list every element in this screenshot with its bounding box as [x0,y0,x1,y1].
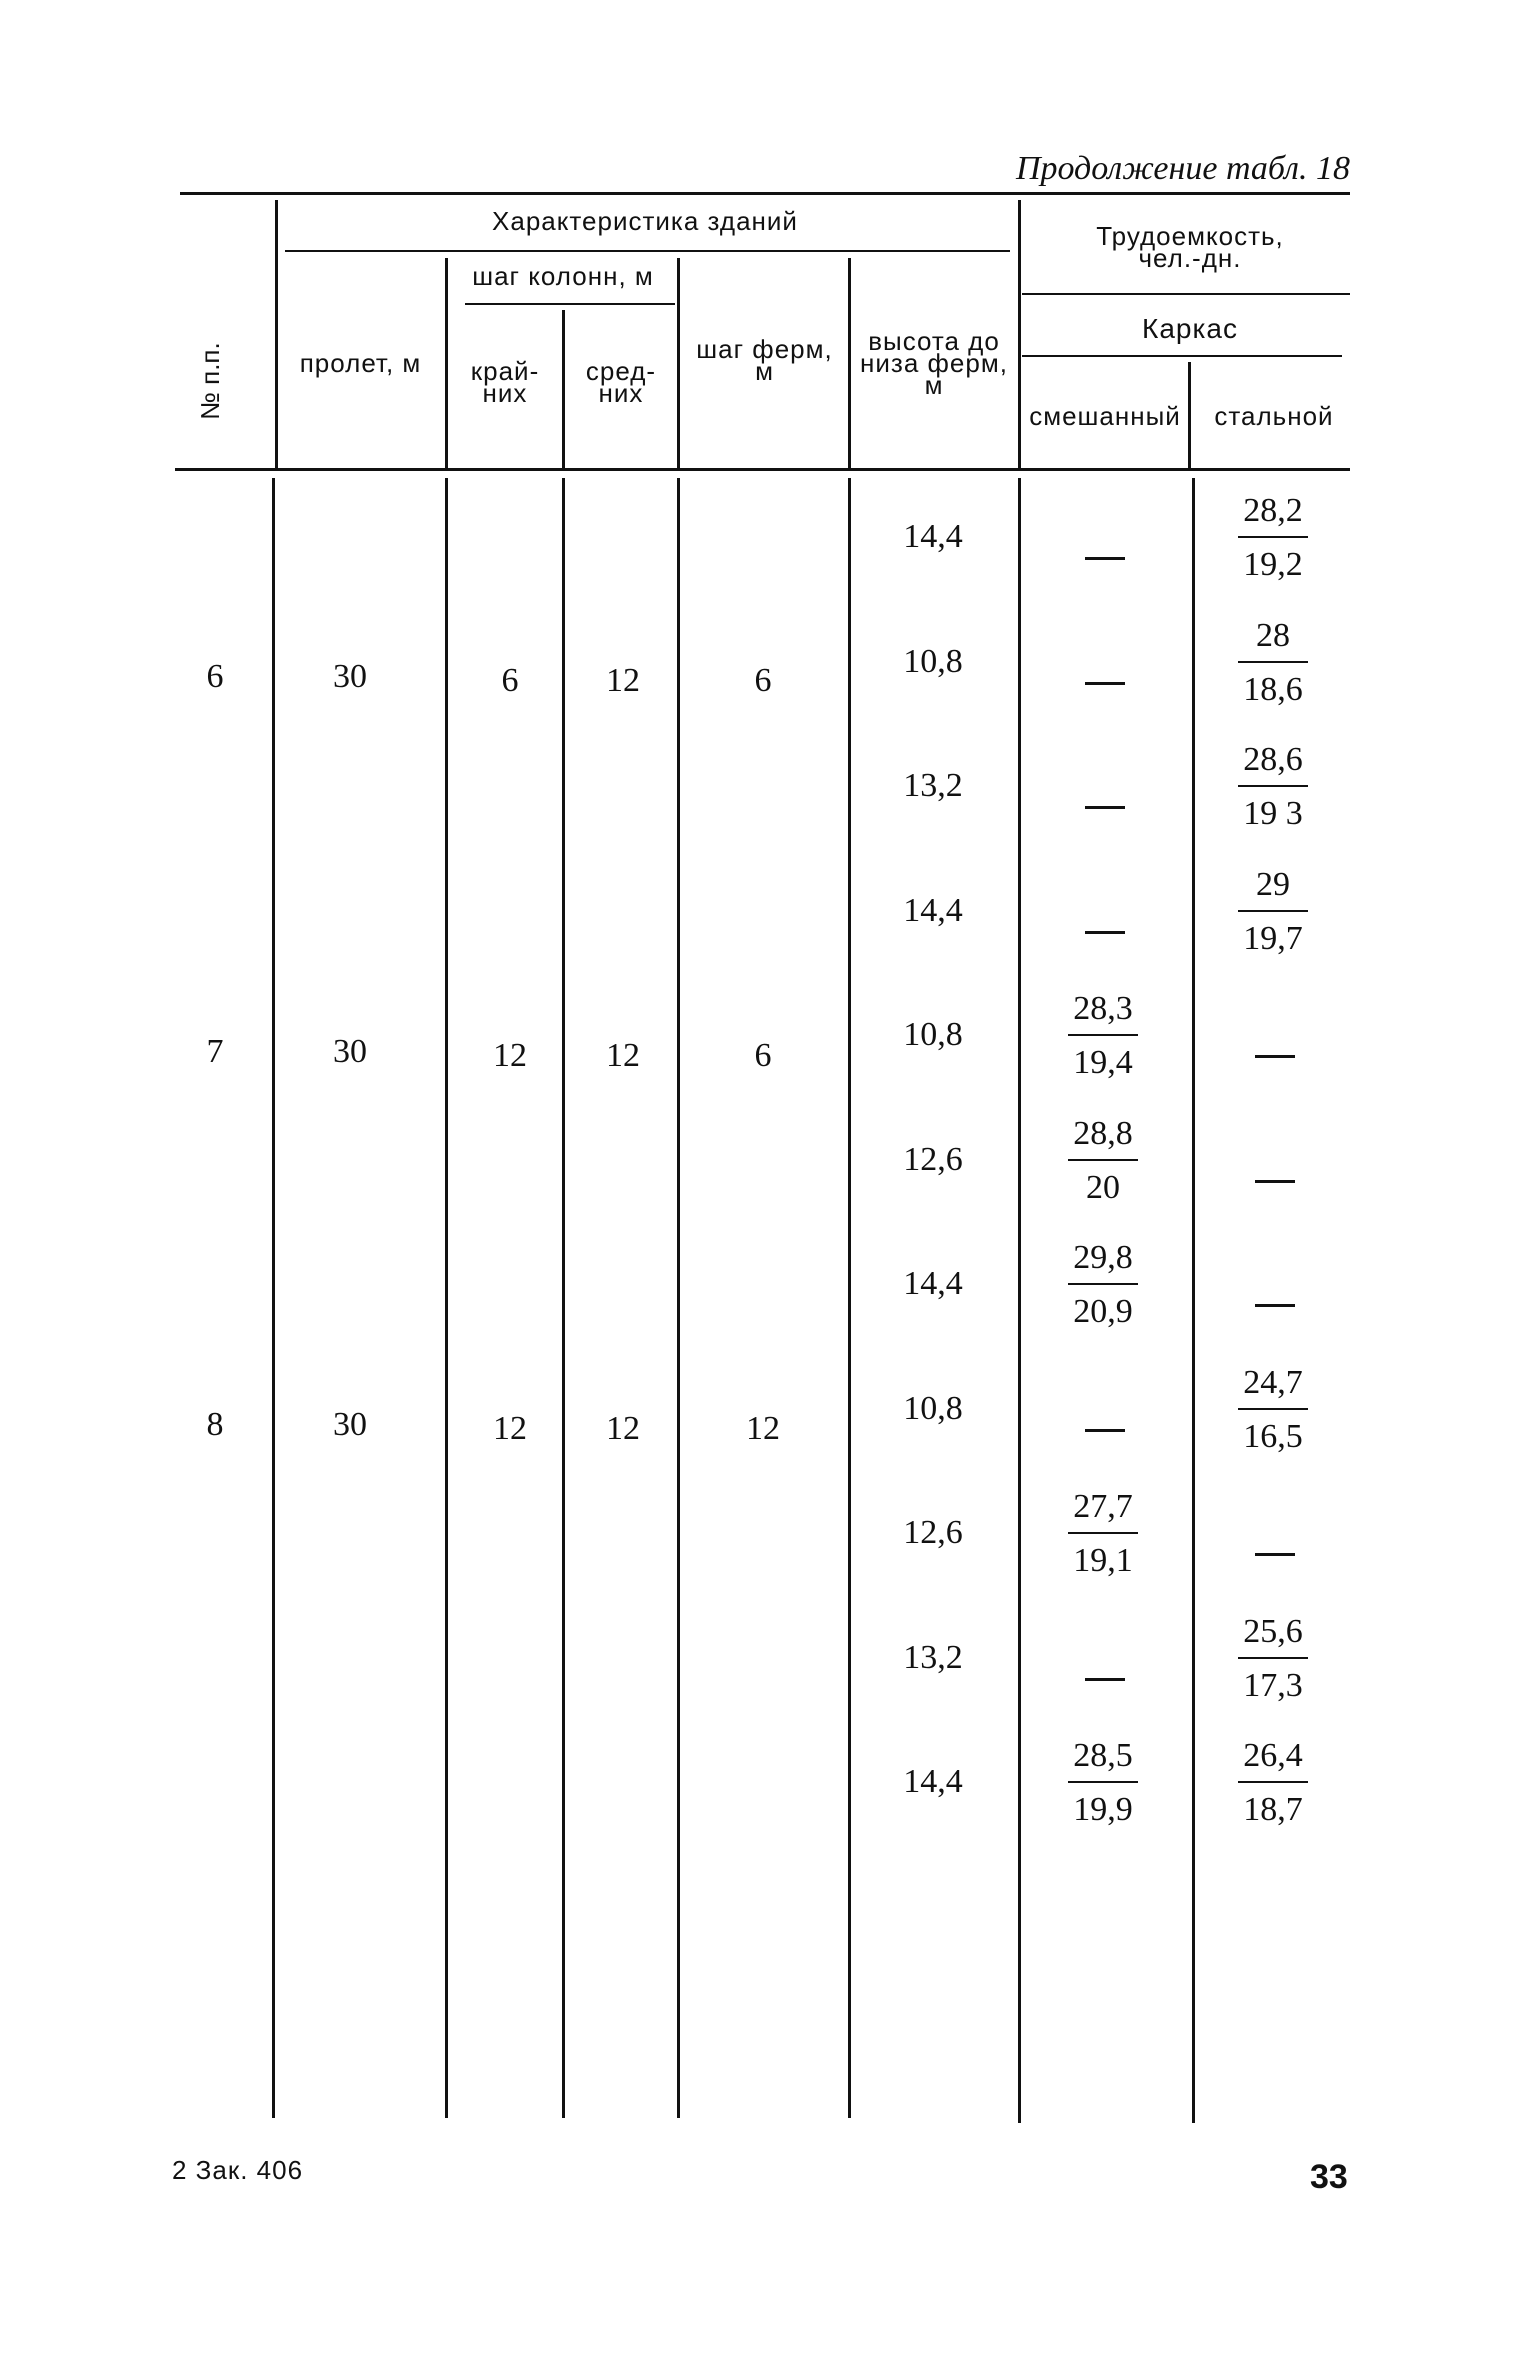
mixed-fraction [1043,1114,1163,1206]
mixed-denominator: 20,9 [1073,1293,1133,1330]
height-cell: 12,6 [903,1514,963,1551]
steel-empty-dash [1255,1055,1295,1058]
fraction-bar [1068,1159,1138,1161]
steel-numerator: 26,4 [1243,1737,1303,1774]
steel-header: стальной [1214,401,1334,431]
steel-fraction [1213,616,1333,708]
vline-body-5 [848,478,851,2118]
truss-step-line1: шаг ферм, [696,334,833,364]
height-cell: 14,4 [903,1265,963,1302]
height-cell: 13,2 [903,767,963,804]
fraction-bar [1238,661,1308,663]
mixed-empty-dash [1085,931,1125,934]
fraction-bar [1238,785,1308,787]
group-span-cell: 30 [333,1406,367,1443]
mixed-empty-dash [1085,1678,1125,1681]
group-span-cell: 30 [333,658,367,695]
header-bottom-rule [175,468,1350,471]
column-step-header: шаг колонн, м [472,261,654,291]
steel-fraction [1213,494,1333,582]
mixed-fraction [1043,992,1163,1080]
steel-numerator: 28 [1256,616,1290,654]
group-outer-cell: 6 [501,662,519,699]
height-cell: 10,8 [903,642,963,680]
footer-order: 2 Зак. 406 [172,2155,304,2185]
vline-header-4 [677,258,680,468]
outer-header-line2: них [482,378,528,408]
steel-fraction [1213,1739,1333,1827]
steel-numerator: 28,6 [1243,741,1303,778]
vline-header-2 [445,258,448,468]
mixed-numerator: 29,8 [1073,1239,1133,1276]
steel-denominator: 17,3 [1243,1666,1303,1704]
group-outer-cell: 12 [493,1037,527,1074]
fraction-bar [1068,1532,1138,1534]
group-truss-cell: 6 [754,1037,772,1074]
steel-numerator: 25,6 [1243,1612,1303,1650]
steel-empty-dash [1255,1553,1295,1556]
steel-numerator: 24,7 [1243,1363,1303,1401]
mixed-empty-dash [1085,682,1125,685]
middle-header [566,356,676,408]
steel-fraction [1213,1363,1333,1455]
mixed-numerator: 28,5 [1073,1737,1133,1774]
vline-body-3 [562,478,565,2118]
steel-numerator: 29 [1256,865,1290,903]
steel-denominator: 18,7 [1243,1791,1303,1828]
middle-header-line2: них [598,378,644,408]
num-header: № п.п. [195,342,225,420]
steel-fraction [1213,743,1333,831]
vline-body-1 [272,478,275,2118]
steel-denominator: 19,2 [1243,546,1303,583]
labor-header-line2: чел.-дн. [1138,243,1242,273]
height-cell: 13,2 [903,1638,963,1676]
vline-header-1 [275,200,278,468]
mixed-denominator: 19,9 [1073,1791,1133,1828]
height-cell: 10,8 [903,1016,963,1053]
page-number: 33 [1310,2158,1348,2196]
height-cell: 14,4 [903,891,963,929]
fraction-bar [1068,1034,1138,1036]
height-header-line1: высота до [868,326,1000,356]
mixed-fraction [1043,1739,1163,1827]
vline-header-3 [562,310,565,468]
height-cell: 10,8 [903,1389,963,1427]
steel-denominator: 19,7 [1243,919,1303,957]
truss-step-line2: м [755,356,774,386]
group-num-cell: 6 [206,658,224,695]
mixed-denominator: 20 [1086,1168,1120,1206]
mixed-header: смешанный [1029,401,1181,431]
height-header-line2: низа ферм, [860,348,1008,378]
outer-header [450,356,560,408]
table-top-rule [180,192,1350,195]
group-outer-cell: 12 [493,1410,527,1447]
mixed-numerator: 27,7 [1073,1488,1133,1525]
mixed-numerator: 28,8 [1073,1114,1133,1152]
group-middle-cell: 12 [606,662,640,699]
span-header: пролет, м [299,348,422,378]
group-truss-cell: 6 [754,662,772,699]
vline-body-4 [677,478,680,2118]
frame-header: Каркас [1142,313,1238,344]
labor-header-line1: Трудоемкость, [1096,221,1284,251]
fraction-bar [1068,1781,1138,1783]
group-span-cell: 30 [333,1033,367,1070]
fraction-bar [1068,1283,1138,1285]
group-num-cell: 8 [206,1406,224,1443]
steel-fraction [1213,865,1333,957]
labor-rule [1022,293,1350,295]
frame-rule [1022,355,1342,357]
group-truss-cell: 12 [746,1410,780,1447]
vline-body-7 [1192,478,1195,2123]
height-header [850,326,1018,400]
height-cell: 14,4 [903,1763,963,1800]
steel-denominator: 16,5 [1243,1417,1303,1455]
labor-header [1030,221,1350,273]
mixed-fraction [1043,1490,1163,1578]
group-middle-cell: 12 [606,1037,640,1074]
fraction-bar [1238,910,1308,912]
outer-header-line1: край- [470,356,540,386]
steel-empty-dash [1255,1304,1295,1307]
mixed-empty-dash [1085,806,1125,809]
mixed-denominator: 19,4 [1073,1044,1133,1081]
mixed-numerator: 28,3 [1073,990,1133,1027]
truss-step-header [682,334,847,386]
mixed-denominator: 19,1 [1073,1542,1133,1579]
mixed-fraction [1043,1241,1163,1329]
fraction-bar [1238,1408,1308,1410]
table-caption: Продолжение табл. 18 [1015,150,1350,187]
fraction-bar [1238,1781,1308,1783]
steel-denominator: 19 3 [1243,795,1303,832]
fraction-bar [1238,1657,1308,1659]
height-cell: 12,6 [903,1140,963,1178]
vline-body-6 [1018,478,1021,2123]
height-header-line3: м [924,370,944,400]
characteristics-header: Характеристика зданий [492,206,798,236]
steel-fraction [1213,1612,1333,1704]
steel-denominator: 18,6 [1243,670,1303,708]
vline-header-6 [1018,200,1021,468]
steel-empty-dash [1255,1180,1295,1183]
mixed-empty-dash [1085,557,1125,560]
group-num-cell: 7 [206,1033,224,1070]
middle-header-line1: сред- [585,356,657,386]
column-step-rule [465,303,675,305]
characteristics-rule [285,250,1010,252]
mixed-empty-dash [1085,1429,1125,1432]
height-cell: 14,4 [903,518,963,555]
fraction-bar [1238,536,1308,538]
vline-body-2 [445,478,448,2118]
steel-numerator: 28,2 [1243,492,1303,529]
group-middle-cell: 12 [606,1410,640,1447]
